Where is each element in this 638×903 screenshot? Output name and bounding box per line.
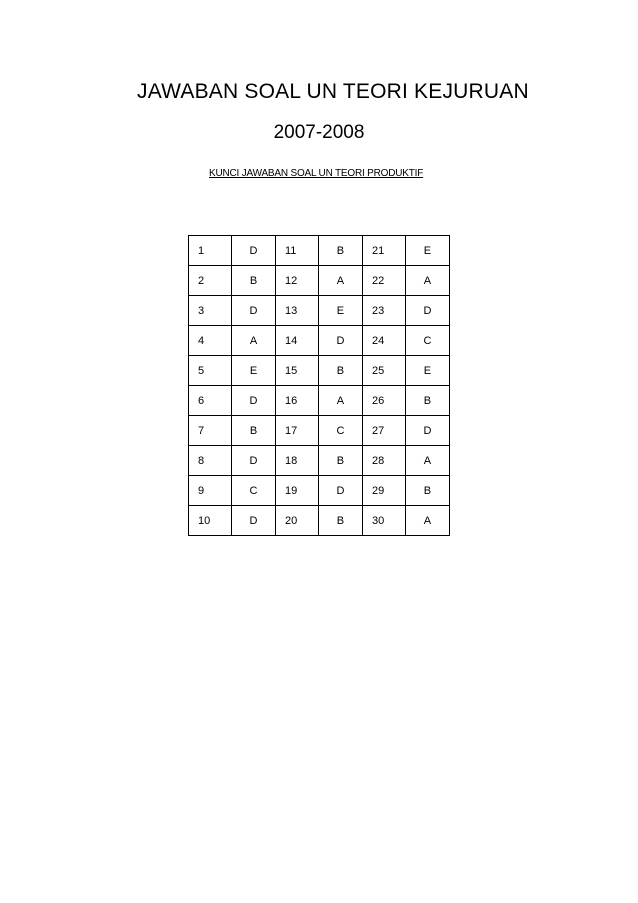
answer-key-body xyxy=(189,236,450,536)
question-number-cell: 19 xyxy=(275,476,318,506)
table-row xyxy=(189,446,450,476)
table-row xyxy=(189,386,450,416)
answer-cell: A xyxy=(405,506,449,536)
answer-cell: A xyxy=(318,386,362,416)
question-number-cell: 3 xyxy=(189,296,232,326)
question-number-cell: 1 xyxy=(189,236,232,266)
question-number-cell: 5 xyxy=(189,356,232,386)
answer-cell: D xyxy=(231,296,275,326)
table-row xyxy=(189,296,450,326)
answer-cell: D xyxy=(231,236,275,266)
answer-cell: C xyxy=(405,326,449,356)
answer-cell: D xyxy=(231,386,275,416)
answer-cell: D xyxy=(231,446,275,476)
answer-cell: E xyxy=(405,236,449,266)
question-number-cell: 22 xyxy=(362,266,405,296)
answer-cell: E xyxy=(318,296,362,326)
answer-key-table xyxy=(188,235,450,536)
table-row xyxy=(189,236,450,266)
question-number-cell: 12 xyxy=(275,266,318,296)
question-number-cell: 20 xyxy=(275,506,318,536)
answer-cell: E xyxy=(231,356,275,386)
document-subtitle: KUNCI JAWABAN SOAL UN TEORI PRODUKTIF xyxy=(209,168,424,179)
answer-cell: A xyxy=(405,266,449,296)
answer-cell: D xyxy=(231,506,275,536)
answer-cell: B xyxy=(318,506,362,536)
question-number-cell: 13 xyxy=(275,296,318,326)
table-row xyxy=(189,416,450,446)
question-number-cell: 29 xyxy=(362,476,405,506)
question-number-cell: 10 xyxy=(189,506,232,536)
question-number-cell: 25 xyxy=(362,356,405,386)
question-number-cell: 9 xyxy=(189,476,232,506)
answer-cell: D xyxy=(318,476,362,506)
document-title: JAWABAN SOAL UN TEORI KEJURUAN xyxy=(137,80,529,103)
answer-cell: B xyxy=(318,446,362,476)
answer-cell: B xyxy=(231,266,275,296)
question-number-cell: 26 xyxy=(362,386,405,416)
question-number-cell: 16 xyxy=(275,386,318,416)
answer-cell: D xyxy=(318,326,362,356)
question-number-cell: 14 xyxy=(275,326,318,356)
answer-cell: B xyxy=(405,386,449,416)
question-number-cell: 7 xyxy=(189,416,232,446)
answer-cell: C xyxy=(318,416,362,446)
answer-cell: A xyxy=(231,326,275,356)
question-number-cell: 18 xyxy=(275,446,318,476)
question-number-cell: 15 xyxy=(275,356,318,386)
table-row xyxy=(189,326,450,356)
question-number-cell: 27 xyxy=(362,416,405,446)
question-number-cell: 4 xyxy=(189,326,232,356)
question-number-cell: 21 xyxy=(362,236,405,266)
question-number-cell: 17 xyxy=(275,416,318,446)
answer-cell: C xyxy=(231,476,275,506)
answer-cell: D xyxy=(405,296,449,326)
answer-cell: B xyxy=(405,476,449,506)
answer-cell: B xyxy=(231,416,275,446)
table-row xyxy=(189,356,450,386)
answer-cell: E xyxy=(405,356,449,386)
question-number-cell: 28 xyxy=(362,446,405,476)
answer-cell: D xyxy=(405,416,449,446)
question-number-cell: 2 xyxy=(189,266,232,296)
table-row xyxy=(189,476,450,506)
question-number-cell: 23 xyxy=(362,296,405,326)
answer-cell: B xyxy=(318,236,362,266)
answer-cell: B xyxy=(318,356,362,386)
question-number-cell: 24 xyxy=(362,326,405,356)
question-number-cell: 30 xyxy=(362,506,405,536)
answer-cell: A xyxy=(318,266,362,296)
table-row xyxy=(189,266,450,296)
question-number-cell: 6 xyxy=(189,386,232,416)
question-number-cell: 11 xyxy=(275,236,318,266)
question-number-cell: 8 xyxy=(189,446,232,476)
table-row xyxy=(189,506,450,536)
answer-cell: A xyxy=(405,446,449,476)
document-year: 2007-2008 xyxy=(273,122,365,143)
